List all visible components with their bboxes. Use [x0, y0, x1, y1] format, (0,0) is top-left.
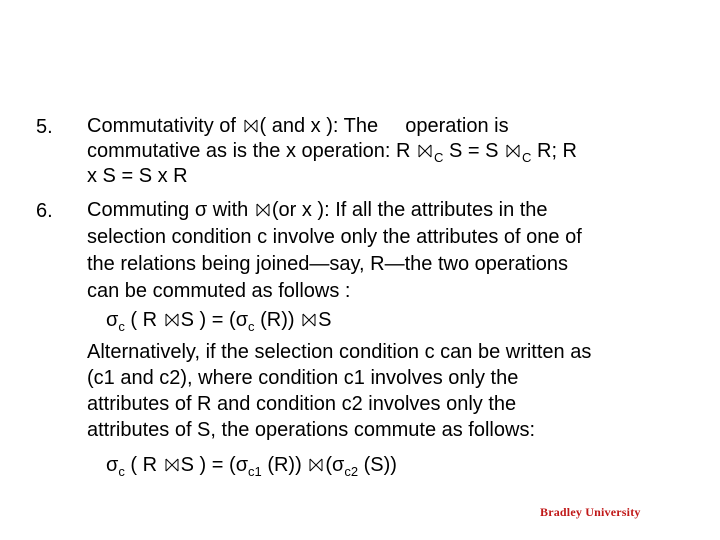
item-number-6: 6. [36, 200, 53, 222]
bowtie-join-icon [165, 458, 179, 472]
text-commuting: Commuting [87, 199, 190, 221]
text-open-paren: ( [229, 454, 236, 476]
bowtie-join-icon [256, 203, 270, 217]
text-or-x: (or x ): If all the attributes in the [271, 199, 548, 221]
text-r-close: (R)) [260, 309, 295, 331]
subscript-c: C [434, 150, 444, 165]
sigma-symbol: σ [106, 454, 119, 476]
footer-logo: Bradley University [540, 505, 641, 519]
bowtie-join-icon [302, 313, 316, 327]
text-s-close: S ) [180, 309, 207, 331]
sigma-symbol: σ [194, 199, 208, 221]
sigma-symbol: σ [332, 454, 345, 476]
sigma-symbol: σ [235, 309, 249, 331]
subscript-c: c [118, 319, 125, 334]
text-commutative: commutative as is the x operation: R [87, 140, 411, 162]
equals-symbol: = [211, 454, 224, 476]
subscript-c1: c1 [248, 464, 262, 479]
item6-line4: can be commuted as follows : [87, 280, 351, 302]
bowtie-join-icon [309, 458, 323, 472]
item5-line1 [87, 116, 509, 136]
text-open-paren: ( [325, 454, 332, 476]
sigma-symbol: σ [106, 309, 119, 331]
alt-line1: Alternatively, if the selection condition c can be written as [87, 341, 592, 363]
formula-2 [106, 454, 397, 479]
bowtie-join-icon [244, 119, 258, 133]
equals-symbol: = [211, 309, 224, 331]
alt-line2: (c1 and c2), where condition c1 involves only the [87, 367, 519, 389]
text-open-paren: ( [229, 309, 236, 331]
subscript-c2: c2 [344, 464, 359, 479]
text-s: S [318, 309, 332, 331]
bowtie-join-icon [165, 313, 179, 327]
item6-line2: selection condition c involve only the attributes of one of [87, 226, 582, 248]
text-open-r: ( R [130, 309, 158, 331]
sigma-symbol: σ [235, 454, 249, 476]
text-and-x: ( and x ): The [259, 115, 379, 137]
alt-line4: attributes of S, the operations commute as follows: [87, 419, 535, 441]
item6-line3: the relations being joined—say, R—the two operations [87, 253, 569, 275]
text-open-r: ( R [130, 454, 158, 476]
text-r-close: (R)) [267, 454, 302, 476]
text-r-semicolon: R; R [537, 140, 577, 162]
text-s-eq-s: S = S [449, 140, 499, 162]
item5-line2 [87, 140, 577, 165]
alt-line3: attributes of R and condition c2 involves only the [87, 393, 517, 415]
subscript-c: c [248, 319, 255, 334]
bowtie-join-icon [418, 144, 432, 158]
item6-line1 [87, 200, 548, 220]
item5-line3: x S = S x R [87, 165, 188, 187]
text-s-close: S ) [180, 454, 207, 476]
text-operation-is: operation is [405, 115, 509, 137]
text-with: with [212, 199, 249, 221]
subscript-c: C [522, 150, 532, 165]
text-s-close: (S)) [363, 454, 397, 476]
text-commutativity: Commutativity of [87, 115, 236, 137]
item-number-5: 5. [36, 116, 53, 138]
subscript-c: c [118, 464, 125, 479]
formula-1 [106, 309, 332, 334]
bowtie-join-icon [506, 144, 520, 158]
